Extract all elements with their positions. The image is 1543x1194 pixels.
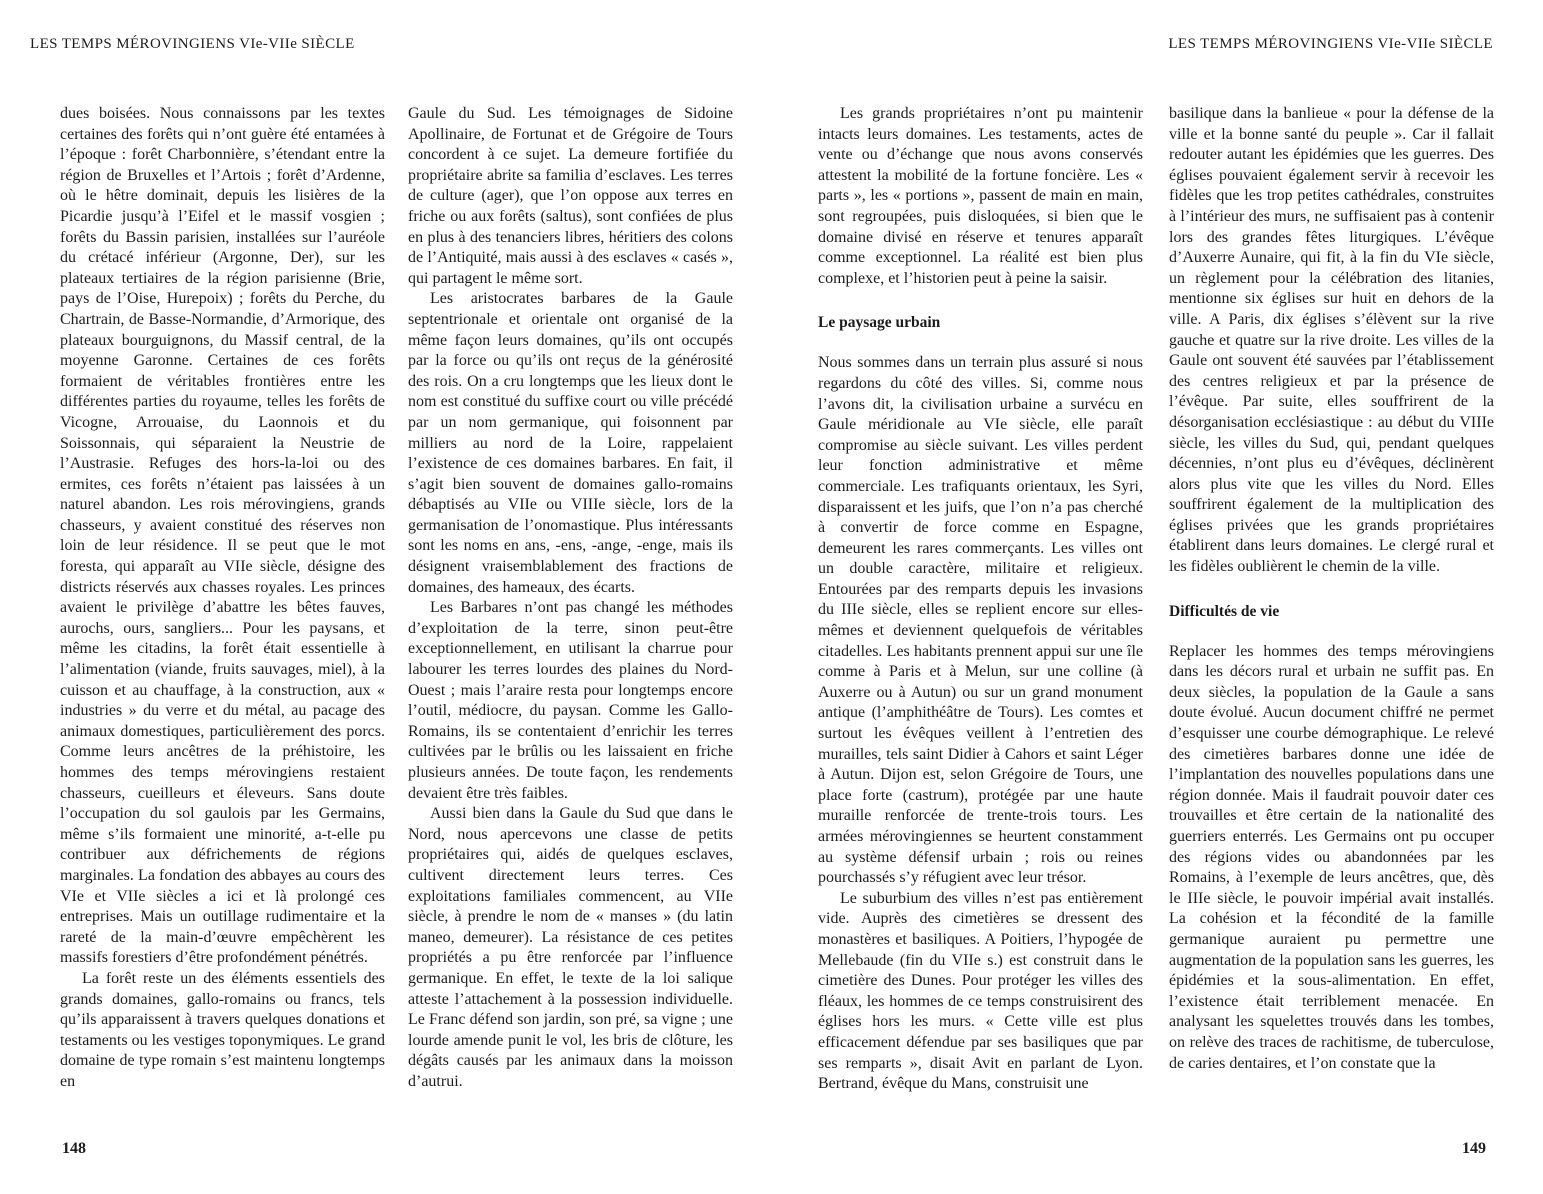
section-heading: Difficultés de vie bbox=[1169, 602, 1280, 620]
section-heading: Le paysage urbain bbox=[818, 314, 941, 332]
right-page-column-2 bbox=[1169, 104, 1494, 1074]
left-running-head: LES TEMPS MÉROVINGIENS VIe-VIIe SIÈCLE bbox=[30, 36, 355, 52]
left-page-column-2 bbox=[408, 104, 733, 1093]
paragraph: Les Barbares n’ont pas changé les méthodes d’exploitation de la terre, sinon peut-être exceptionnellement, en utilisant la charrue pour labourer les terres lourdes des plaines du Nord-Ouest ; mais l’araire resta pour longtemps encore l’outil, médiocre, du paysan. Comme les Gallo-Romains, ils se contentaient d’enrichir les terres cultivées par le brûlis ou les laissaient en friche plusieurs années. De toute façon, les rendements devaient être très faibles. bbox=[408, 599, 733, 802]
paragraph: Les aristocrates barbares de la Gaule septentrionale et orientale ont organisé de la même façon leurs domaines, qu’ils ont occupés par la force ou qu’ils ont reçus de la générosité des rois. On a cru longtemps que les lieux dont le nom est constitué du suffixe court ou ville précédé par un nom germanique, qui foisonnent par milliers au nord de la Loire, rappelaient l’existence de ces domaines barbares. En fait, il s’agit bien souvent de domaines gallo-romains débaptisés au VIIe ou VIIIe siècle, lors de la germanisation de l’onomastique. Plus intéressants sont les noms en ans, -ens, -ange, -enge, mais ils désignent vraisemblablement des fractions de domaines, des hameaux, des écarts. bbox=[408, 290, 733, 596]
page-gutter bbox=[772, 0, 773, 1194]
paragraph: Les grands propriétaires n’ont pu maintenir intacts leurs domaines. Les testaments, actes de vente ou d’échange que nous avons conservés attestent la mobilité de la fortune foncière. Les « parts », les « portions », passent de main en main, sont regroupées, puis disloquées, si bien que le domaine divisé en réserve et tenures apparaît comme exceptionnel. La réalité est bien plus complexe, et l’historien peut à peine la saisir. bbox=[818, 105, 1143, 287]
paragraph: Nous sommes dans un terrain plus assuré si nous regardons du côté des villes. Si, comme nous l’avons dit, la civilisation urbaine a survécu en Gaule méridionale au VIe siècle, elle paraît compromise au siècle suivant. Les villes perdent leur fonction administrative et même commerciale. Les trafiquants orientaux, les Syri, disparaissent et les juifs, que l’on n’a pas cherché à convertir de force comme en Espagne, demeurent les rares commerçants. Les villes ont un double caractère, militaire et religieux. Entourées par des remparts depuis les invasions du IIIe siècle, elles se replient encore sur elles-mêmes et deviennent quelquefois de véritables citadelles. Les habitants prennent appui sur une île comme à Paris et à Melun, sur une colline (à Auxerre ou à Autun) ou sur un grand monument antique (l’amphithéâtre de Tours). Les comtes et surtout les évêques veillent à l’entretien des murailles, tels saint Didier à Cahors et saint Léger à Autun. Dijon est, selon Grégoire de Tours, une place forte (castrum), protégée par une haute muraille renforcée de trente-trois tours. Les armées mérovingiennes se heurtent constamment au système défensif urbain ; rois ou reines pourchassés s’y réfugient avec leur trésor. bbox=[818, 354, 1143, 887]
paragraph: Aussi bien dans la Gaule du Sud que dans le Nord, nous apercevons une classe de petits propriétaires qui, aidés de quelques esclaves, cultivent directement leurs terres. Ces exploitations familiales commencent, au VIIe siècle, à prendre le nom de « manses » (du latin maneo, demeurer). La résistance de ces petites propriétés a pu être renforcée par l’influence germanique. En effet, le texte de la loi salique atteste l’attachement à la possession individuelle. Le Franc défend son jardin, son pré, sa vigne ; une lourde amende punit le vol, les bris de clôture, les dégâts causés par les animaux dans la moisson d’autrui. bbox=[408, 805, 733, 1090]
page-number-left: 148 bbox=[62, 1140, 86, 1157]
paragraph: Le suburbium des villes n’est pas entièrement vide. Auprès des cimetières se dressent des monastères et basiliques. A Poitiers, l’hypogée de Mellebaude (fin du VIIe s.) est construit dans le cimetière des Dunes. Pour protéger les villes des fléaux, les hommes de ce temps construisirent des églises hors les murs. « Cette ville est plus efficacement défendue par ses basiliques que par ses remparts », disait Avit en parlant de Lyon. Bertrand, évêque du Mans, construisit une bbox=[818, 889, 1143, 1093]
paragraph: La forêt reste un des éléments essentiels des grands domaines, gallo-romains ou francs, tels qu’ils apparaissent à travers quelques donations et testaments ou les vestiges toponymiques. Le grand domaine de type romain s’est maintenu longtemps en bbox=[60, 969, 385, 1090]
right-page-column-1 bbox=[818, 104, 1143, 1095]
left-page-column-1 bbox=[60, 104, 385, 1093]
right-running-head: LES TEMPS MÉROVINGIENS VIe-VIIe SIÈCLE bbox=[1168, 36, 1493, 52]
paragraph: Gaule du Sud. Les témoignages de Sidoine Apollinaire, de Fortunat et de Grégoire de Tours concordent à ce sujet. La demeure fortifiée du propriétaire abrite sa familia d’esclaves. Les terres de culture (ager), que l’on oppose aux terres en friche ou aux forêts (saltus), sont confiées de plus en plus à des tenanciers libres, héritiers des colons de l’Antiquité, mais aussi à des esclaves « casés », qui partagent le même sort. bbox=[408, 105, 733, 287]
page-number-right: 149 bbox=[1462, 1140, 1486, 1157]
paragraph: Replacer les hommes des temps mérovingiens dans les décors rural et urbain ne suffit pas. En deux siècles, la population de la Gaule a sans doute évolué. Aucun document chiffré ne permet d’esquisser une courbe démographique. Le relevé des cimetières barbares donne une idée de l’implantation des nouvelles populations dans une région donnée. Mais il faudrait pouvoir dater ces trouvailles et être certain de la nationalité des guerriers enterrés. Les Germains ont pu occuper des régions vides ou abandonnées par les Romains, à l’exemple de leurs ancêtres, que, dès le IIIe siècle, le pouvoir impérial avait installés. La cohésion et la fécondité de la famille germanique auraient pu permettre une augmentation de la population sans les guerres, les épidémies et la sous-alimentation. En effet, l’existence était terriblement menacée. En analysant les squelettes trouvés dans les tombes, on relève des traces de rachitisme, de tuberculose, de caries dentaires, et l’on constate que la bbox=[1169, 642, 1494, 1072]
paragraph: dues boisées. Nous connaissons par les textes certaines des forêts qui n’ont guère été entamées à l’époque : forêt Charbonnière, s’étendant entre la région de Bruxelles et l’Artois ; forêt d’Ardenne, où le hêtre dominait, depuis les lisières de la Picardie jusqu’à l’Eifel et le massif vosgien ; forêts du Bassin parisien, installées sur l’auréole du crétacé inférieur (Argonne, Der), sur les plateaux tertiaires de la région parisienne (Brie, pays de l’Oise, Hurepoix) ; forêts du Perche, du Chartrain, de Basse-Normandie, d’Armorique, des plateaux bourguignons, du Massif central, de la moyenne Garonne. Certaines de ces forêts formaient de véritables frontières entre les différentes parties du royaume, telles les forêts de Vicogne, Arrouaise, du Laonnois et du Soissonnais, qui séparaient la Neustrie de l’Austrasie. Refuges des hors-la-loi ou des ermites, ces forêts n’étaient pas laissées à un naturel abandon. Les rois mérovingiens, grands chasseurs, y avaient constitué des réserves non loin de leur résidence. Il se peut que le mot foresta, qui apparaît au VIIe siècle, désigne des districts réservés aux chasses royales. Les princes avaient le privilège d’abattre les bêtes fauves, aurochs, ours, sangliers... Pour les paysans, et même les citadins, la forêt était essentielle à l’alimentation (viande, fruits sauvages, miel), à la cuisson et au chauffage, à la construction, aux « industries » du verre et du métal, au pacage des animaux domestiques, particulièrement des porcs. Comme leurs ancêtres de la préhistoire, les hommes des temps mérovingiens restaient chasseurs, cueilleurs et éleveurs. Sans doute l’occupation du sol gaulois par les Germains, même s’ils formaient une minorité, a-t-elle pu contribuer aux défrichements de régions marginales. La fondation des abbayes au cours des VIe et VIIe siècles a ici et là prolongé ces entreprises. Mais un outillage rudimentaire et la rareté de la main-d’œuvre empêchèrent les massifs forestiers d’être profondément pénétrés. bbox=[60, 105, 385, 967]
paragraph: basilique dans la banlieue « pour la défense de la ville et la bonne santé du peuple ». Car il fallait redouter autant les épidémies que les guerres. Des églises pouvaient également servir à recevoir les fidèles que les trop petites cathédrales, construites à l’intérieur des murs, ne suffisaient pas à contenir lors des grandes fêtes liturgiques. L’évêque d’Auxerre Aunaire, qui fit, à la fin du VIe siècle, un règlement pour la célébration des litanies, mentionne six églises sur huit en dehors de la ville. A Paris, dix églises s’élèvent sur la rive gauche et quatre sur la rive droite. Les villes de la Gaule ont souvent été sauvées par l’établissement des centres religieux et par la présence de l’évêque. Par suite, elles souffrirent de la désorganisation ecclésiastique : au début du VIIIe siècle, les villes du Sud, qui, pendant quelques décennies, n’ont plus eu d’évêques, déclinèrent alors plus vite que les villes du Nord. Elles souffrirent également de la multiplication des églises privées que les grands propriétaires établirent dans leurs domaines. Le clergé rural et les fidèles oublièrent le chemin de la ville. bbox=[1169, 105, 1494, 576]
